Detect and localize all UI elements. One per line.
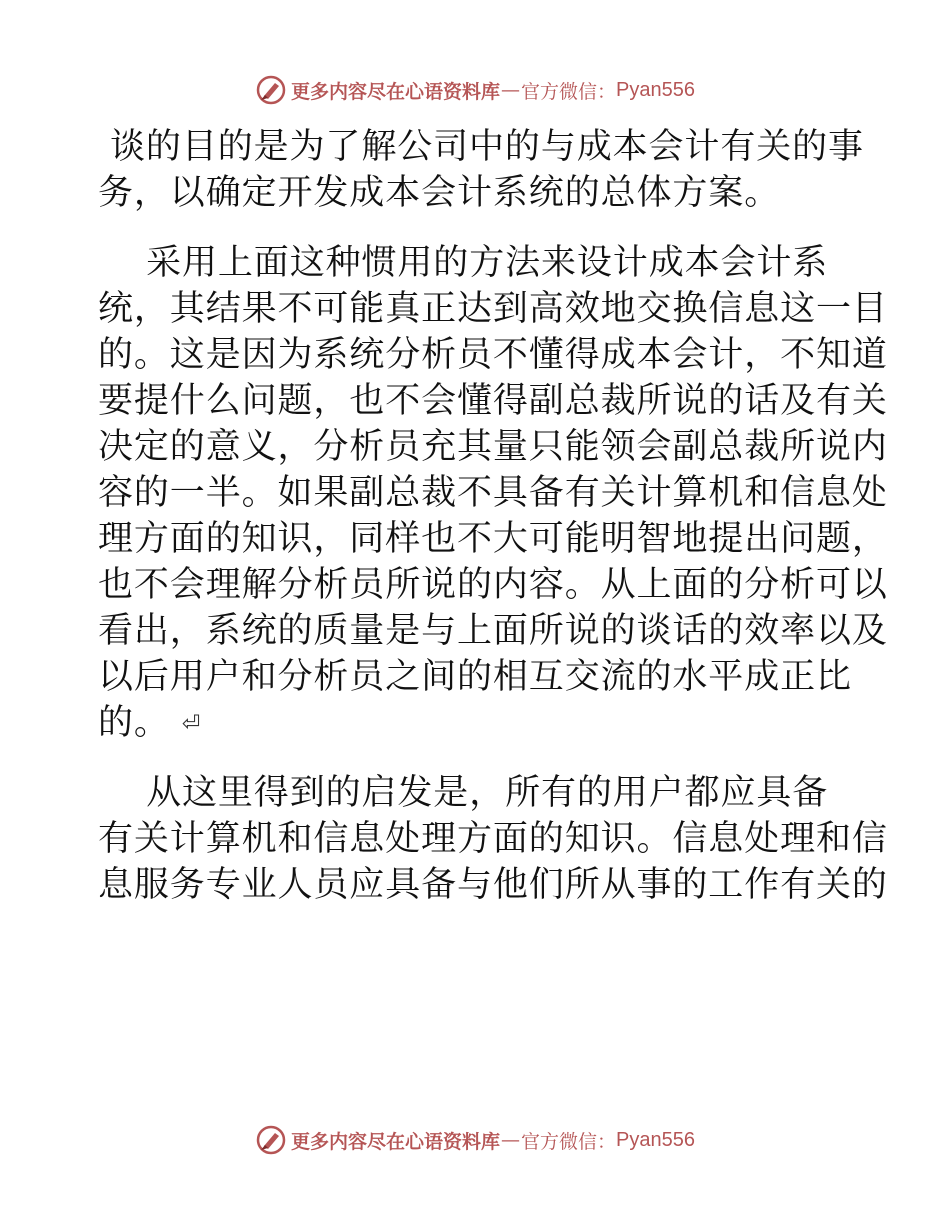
text-line: 统，其结果不可能真正达到高效地交换信息这一目: [98, 289, 888, 329]
header-watermark: [0, 72, 950, 108]
paragraph-2: [98, 240, 888, 746]
watermark-account: Pyan556: [616, 78, 695, 101]
paragraph-1: [98, 124, 864, 216]
text-line: 决定的意义，分析员充其量只能领会副总裁所说内: [98, 427, 888, 467]
text-line: 务，以确定开发成本会计系统的总体方案。: [98, 173, 781, 213]
watermark-separator: —: [501, 79, 521, 101]
text-line: 从这里得到的启发是，所有的用户都应具备: [98, 773, 829, 813]
text-line: 谈的目的是为了解公司中的与成本会计有关的事: [98, 127, 864, 167]
pen-logo-icon: [255, 1124, 287, 1156]
pen-logo-icon: [255, 74, 287, 106]
watermark-site-name: 更多内容尽在心语资料库: [291, 80, 501, 103]
text-line: 理方面的知识，同样也不大可能明智地提出问题，: [98, 519, 888, 559]
watermark-separator: —: [501, 1129, 521, 1151]
watermark-account: Pyan556: [616, 1128, 695, 1151]
watermark-label: 官方微信：: [521, 80, 617, 103]
text-line: 容的一半。如果副总裁不具备有关计算机和信息处: [98, 473, 888, 513]
text-line: 息服务专业人员应具备与他们所从事的工作有关的: [98, 865, 888, 905]
text-line: 看出，系统的质量是与上面所说的谈话的效率以及: [98, 611, 888, 651]
document-body: [98, 124, 888, 908]
text-line: 要提什么问题，也不会懂得副总裁所说的话及有关: [98, 381, 888, 421]
text-line: 以后用户和分析员之间的相互交流的水平成正比: [98, 657, 852, 697]
footer-watermark: [0, 1122, 950, 1158]
text-line-last: [98, 700, 858, 746]
text-line: 有关计算机和信息处理方面的知识。信息处理和信: [98, 819, 888, 859]
paragraph-3: [98, 770, 888, 908]
text-line: 的。这是因为系统分析员不懂得成本会计，不知道: [98, 335, 888, 375]
text-line: 采用上面这种惯用的方法来设计成本会计系: [98, 243, 829, 283]
paragraph-mark-icon: ⏎: [181, 711, 202, 737]
watermark-site-name: 更多内容尽在心语资料库: [291, 1130, 501, 1153]
text-line: 的。: [98, 703, 170, 743]
watermark-label: 官方微信：: [521, 1130, 617, 1153]
text-line: 也不会理解分析员所说的内容。从上面的分析可以: [98, 565, 888, 605]
